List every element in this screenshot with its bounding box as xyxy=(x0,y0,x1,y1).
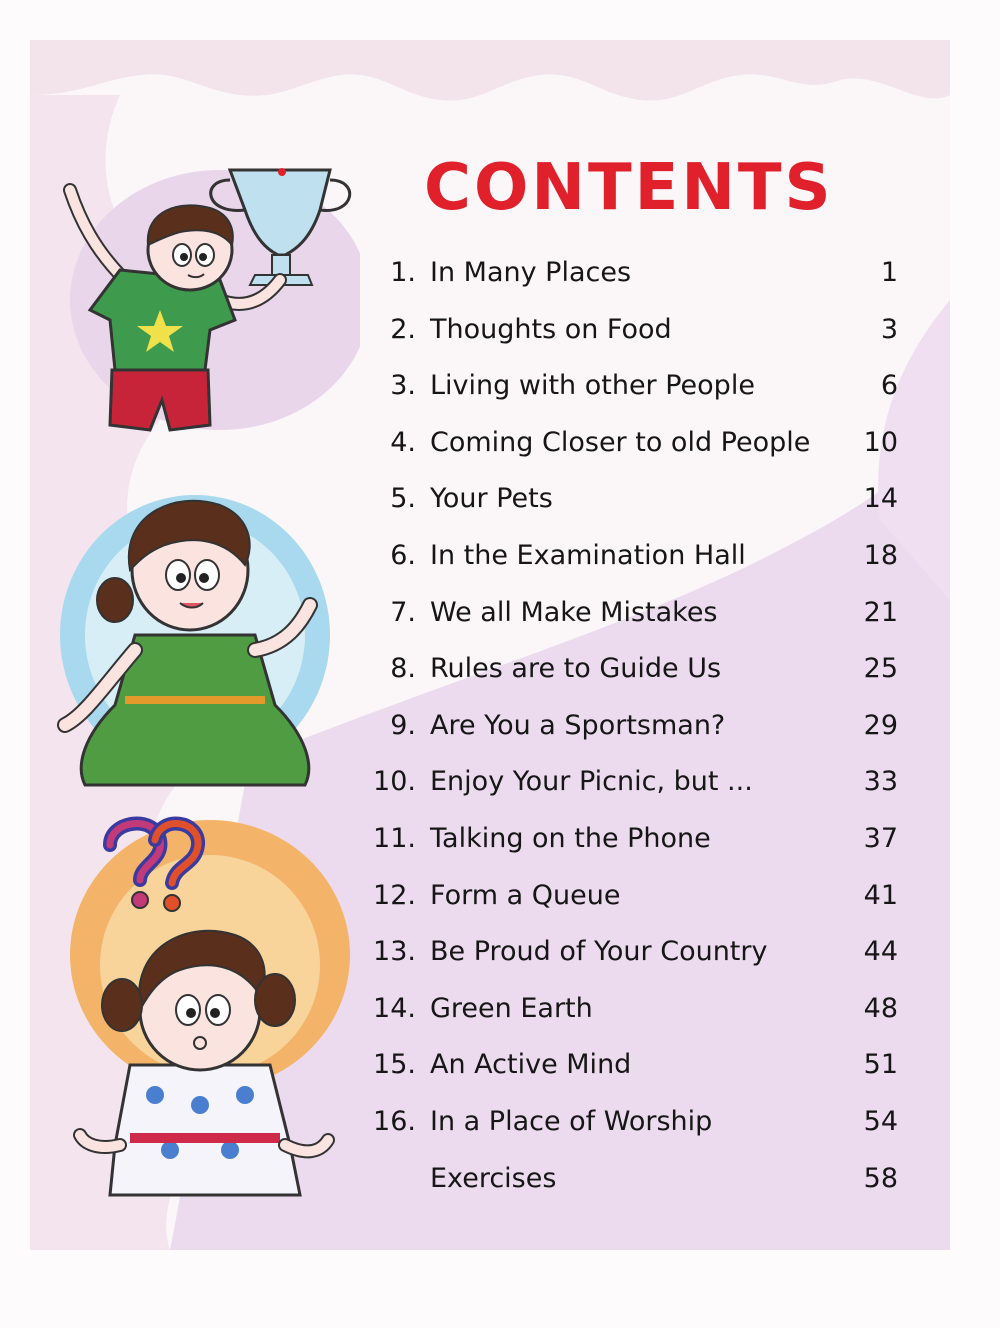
toc-entry-number: 13. xyxy=(373,936,416,968)
table-of-contents xyxy=(340,245,910,1207)
toc-entry-title: Your Pets xyxy=(430,483,553,515)
toc-entry-number: 8. xyxy=(390,653,416,685)
toc-entry-title: Talking on the Phone xyxy=(430,822,711,854)
toc-entry-page-number: 33 xyxy=(863,766,898,798)
toc-entry-number: 9. xyxy=(390,709,416,741)
toc-entry-page-number: 21 xyxy=(863,596,898,628)
toc-entry-title: Green Earth xyxy=(430,992,593,1024)
toc-entry xyxy=(340,811,910,868)
toc-entry xyxy=(340,754,910,811)
toc-entry-page-number: 1 xyxy=(880,257,898,288)
toc-entry xyxy=(340,1094,910,1151)
toc-entry-number: 16. xyxy=(373,1105,416,1137)
toc-entry-number: 14. xyxy=(373,992,416,1024)
toc-entry-number: 3. xyxy=(390,370,416,402)
toc-entry xyxy=(340,641,910,698)
toc-entry-page-number: 58 xyxy=(863,1162,898,1194)
toc-entry-page-number: 3 xyxy=(880,313,898,345)
toc-entry-number: 1. xyxy=(390,257,416,288)
toc-entry-number: 15. xyxy=(373,1049,416,1081)
toc-entry-title: We all Make Mistakes xyxy=(430,596,718,628)
toc-entry-number: 7. xyxy=(390,596,416,628)
toc-entry xyxy=(340,981,910,1038)
toc-entry-number: 6. xyxy=(390,539,416,571)
toc-entry-number: 10. xyxy=(373,766,416,798)
toc-entry-page-number: 18 xyxy=(863,539,898,571)
toc-entry xyxy=(340,302,910,359)
girl-with-question-marks-illustration xyxy=(60,815,350,1205)
toc-entry-title: Form a Queue xyxy=(430,879,621,911)
toc-entry xyxy=(340,585,910,642)
toc-entry-page-number: 25 xyxy=(863,653,898,685)
toc-entry xyxy=(340,358,910,415)
toc-entry-page-number: 29 xyxy=(863,709,898,741)
toc-entry-title: Coming Closer to old People xyxy=(430,426,811,458)
toc-entry-page-number: 37 xyxy=(863,822,898,854)
toc-entry-number: 12. xyxy=(373,879,416,911)
toc-entry-page-number: 41 xyxy=(863,879,898,911)
toc-entry-title: In the Examination Hall xyxy=(430,539,746,571)
toc-entry-title: Be Proud of Your Country xyxy=(430,936,768,968)
toc-entry-title: Living with other People xyxy=(430,370,755,402)
toc-entry xyxy=(340,924,910,981)
page-title: CONTENTS xyxy=(424,151,834,225)
toc-entry-title: Rules are to Guide Us xyxy=(430,653,722,685)
toc-entry-number: 11. xyxy=(373,822,416,854)
toc-entry-page-number: 14 xyxy=(863,483,898,515)
toc-entry xyxy=(340,698,910,755)
toc-entry-number: 4. xyxy=(390,426,416,458)
toc-entry xyxy=(340,471,910,528)
toc-entry xyxy=(340,245,910,302)
toc-entry xyxy=(340,415,910,472)
toc-entry xyxy=(340,1037,910,1094)
toc-entry-page-number: 44 xyxy=(863,936,898,968)
toc-entry-title: Exercises xyxy=(430,1162,557,1194)
toc-entry-title: In Many Places xyxy=(430,257,632,288)
toc-entry-page-number: 48 xyxy=(863,992,898,1024)
toc-entry xyxy=(340,528,910,585)
toc-entry xyxy=(340,1151,910,1208)
girl-in-green-dress-illustration xyxy=(45,485,345,805)
toc-entry-title: Enjoy Your Picnic, but ... xyxy=(430,766,753,798)
toc-entry-page-number: 51 xyxy=(863,1049,898,1081)
toc-entry-number: 2. xyxy=(390,313,416,345)
boy-with-trophy-illustration xyxy=(50,150,360,460)
toc-entry-page-number: 10 xyxy=(863,426,898,458)
toc-entry-page-number: 54 xyxy=(863,1105,898,1137)
toc-entry-page-number: 6 xyxy=(880,370,898,402)
toc-entry-title: An Active Mind xyxy=(430,1049,632,1081)
toc-entry-number: 5. xyxy=(390,483,416,515)
toc-entry-title: Are You a Sportsman? xyxy=(430,709,726,741)
toc-entry-title: In a Place of Worship xyxy=(430,1105,713,1137)
toc-entry-title: Thoughts on Food xyxy=(430,313,672,345)
toc-entry xyxy=(340,868,910,925)
